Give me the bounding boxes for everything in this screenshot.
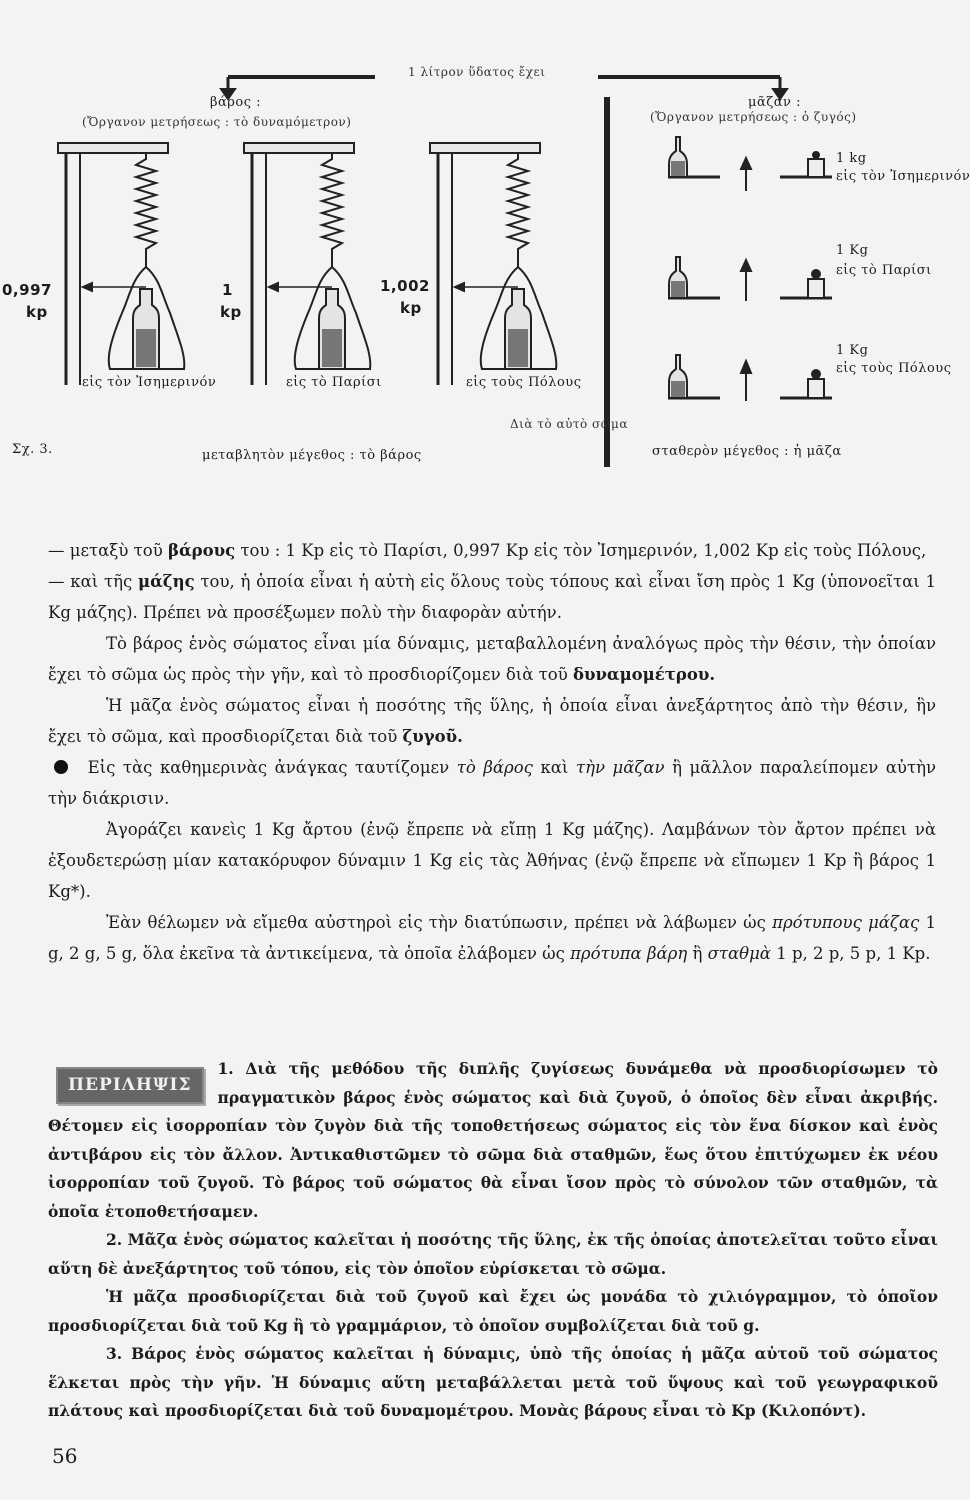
paragraph-mass-values: — καὶ τῆς μάζης του, ἡ ὁποία εἶναι ἡ αὐτὴ εἰς ὅλους τοὺς τόπους καὶ εἶναι ἴση πρὸς 1 Kg (ὑπονοεῖται 1 Kg μάζης). Πρέπει νὰ προσέξωμεν πολὺ τὴν διαφορὰν αὐτήν. bbox=[48, 572, 937, 622]
balance-mass-paris: 1 Kg bbox=[836, 243, 869, 258]
summary-item-2b: Ἡ μᾶζα προσδιορίζεται διὰ τοῦ ζυγοῦ καὶ ἔχει ὡς μονάδα τὸ χιλιόγραμμον, τὸ ὁποῖον προσδιορίζεται διὰ τοῦ Kg ἢ τὸ γραμμάριον, τὸ ὁποῖον συμβολίζεται διὰ τοῦ g. bbox=[48, 1287, 938, 1335]
figure-top-caption: 1 λίτρον ὕδατος ἔχει bbox=[408, 65, 546, 79]
paragraph-daily-usage: Εἰς τὰς καθημερινὰς ἀνάγκας ταυτίζομεν τὸ βάρος καὶ τὴν μᾶζαν ἢ μᾶλλον παραλείπομεν αὐτὴν τὴν διάκρισιν. bbox=[48, 758, 937, 808]
constant-caption: σταθερὸν μέγεθος : ἡ μᾶζα bbox=[652, 444, 842, 459]
figure-label: Σχ. 3. bbox=[12, 442, 53, 457]
spring-balance-equator bbox=[58, 143, 184, 385]
spring-location-poles: εἰς τοὺς Πόλους bbox=[466, 375, 582, 390]
reading-poles-unit: kp bbox=[400, 299, 422, 317]
balance-poles bbox=[668, 355, 832, 401]
balance-location-poles: εἰς τοὺς Πόλους bbox=[836, 361, 952, 376]
summary-item-1: 1. Διὰ τῆς μεθόδου τῆς διπλῆς ζυγίσεως δυνάμεθα νὰ προσδιορίσωμεν τὸ πραγματικὸν βάρος ἑνὸς σώματος καὶ διὰ ζυγοῦ, ὁ ὁποῖος δὲν εἶναι ἀκριβής. Θέτομεν εἰς ἰσορροπίαν τὸν ζυγὸν διὰ τῆς τοποθετήσεως σώματος εἰς τὸν ἕνα δίσκον καὶ ἑνὸς ἀντιβάρου εἰς τὸν ἄλλον. Ἀντικαθιστῶμεν τὸ σῶμα διὰ σταθμῶν, ἕως ὅτου ἐπιτύχωμεν ἐκ νέου ἰσορροπίαν τοῦ ζυγοῦ. Τὸ βάρος τοῦ σώματος θὰ εἶναι ἴσον πρὸς τὸ σύνολον τῶν σταθμῶν, τὰ ὁποῖα ἐτοποθετήσαμεν. bbox=[48, 1059, 938, 1221]
paragraph-mass-definition: Ἡ μᾶζα ἑνὸς σώματος εἶναι ἡ ποσότης τῆς ὕλης, ἡ ὁποία εἶναι ἀνεξάρτητος ἀπὸ τὴν θέσιν, ἣν ἔχει τὸ σῶμα, καὶ προσδιορίζεται διὰ τοῦ ζυγοῦ. bbox=[48, 696, 936, 746]
summary-section bbox=[48, 1055, 938, 1426]
spring-balance-poles bbox=[430, 143, 556, 385]
right-header: μᾶζαν : bbox=[748, 95, 801, 110]
page-number: 56 bbox=[52, 1444, 78, 1468]
summary-item-2: 2. Μᾶζα ἑνὸς σώματος καλεῖται ἡ ποσότης τῆς ὕλης, ἐκ τῆς ὁποίας ἀποτελεῖται τοῦτο εἶναι αὕτη δὲ ἀνεξάρτητος τοῦ τόπου, εἰς τὸν ὁποῖον εὑρίσκεται τὸ σῶμα. bbox=[48, 1230, 938, 1278]
balance-location-paris: εἰς τὸ Παρίσι bbox=[836, 263, 932, 278]
reading-paris-unit: kp bbox=[220, 303, 242, 321]
reading-poles-number: 1,002 bbox=[380, 277, 430, 295]
bullet-icon bbox=[54, 760, 68, 774]
spring-location-paris: εἰς τὸ Παρίσι bbox=[286, 375, 382, 390]
paragraph-standards: Ἐὰν θέλωμεν νὰ εἴμεθα αὐστηροὶ εἰς τὴν διατύπωσιν, πρέπει νὰ λάβωμεν ὡς πρότυπους μάζας 1 g, 2 g, 5 g, ὅλα ἐκεῖνα τὰ ἀντικείμενα, τὰ ὁποῖα ἐλάβομεν ὡς πρότυπα βάρη ἢ σταθμὰ 1 p, 2 p, 5 p, 1 Kp. bbox=[48, 913, 937, 963]
reading-paris-number: 1 bbox=[222, 281, 233, 299]
reading-equator-unit: kp bbox=[26, 303, 48, 321]
balance-location-equator: εἰς τὸν Ἰσημερινόν bbox=[836, 169, 970, 184]
paragraph-weight-definition: Τὸ βάρος ἑνὸς σώματος εἶναι μία δύναμις, μεταβαλλομένη ἀναλόγως πρὸς τὴν θέσιν, τὴν ὁποίαν ἔχει τὸ σῶμα ὡς πρὸς τὴν γῆν, καὶ τὸ προσδιορίζομεν διὰ τοῦ δυναμομέτρου. bbox=[48, 634, 936, 684]
reading-equator-number: 0,997 bbox=[2, 281, 52, 299]
summary-item-3: 3. Βάρος ἑνὸς σώματος καλεῖται ἡ δύναμις, ὑπὸ τῆς ὁποίας ἡ μᾶζα αὐτοῦ τοῦ σώματος ἕλκεται πρὸς τὴν γῆν. Ἡ δύναμις αὕτη μεταβάλλεται μετὰ τοῦ ὕψους καὶ τοῦ γεωγραφικοῦ πλάτους καὶ προσδιορίζεται διὰ τοῦ δυναμομέτρου. Μονὰς βάρους εἶναι τὸ Kp (Κιλοπόντ). bbox=[48, 1344, 938, 1420]
body-text bbox=[48, 535, 936, 969]
figure-weight-vs-mass bbox=[0, 55, 970, 475]
paragraph-weight-values: — μεταξὺ τοῦ βάρους του : 1 Kp εἰς τὸ Παρίσι, 0,997 Kp εἰς τὸν Ἰσημερινόν, 1,002 Kp εἰς τοὺς Πόλους, bbox=[48, 541, 927, 560]
spring-location-equator: εἰς τὸν Ἰσημερινόν bbox=[82, 375, 217, 390]
summary-badge: ΠΕΡΙΛΗΨΙΣ bbox=[56, 1067, 204, 1104]
left-instrument: (Ὄργανον μετρήσεως : τὸ δυναμόμετρον) bbox=[82, 115, 352, 129]
same-body-caption: Διὰ τὸ αὐτὸ σῶμα bbox=[510, 417, 628, 431]
left-header: βάρος : bbox=[210, 95, 262, 110]
variable-caption: μεταβλητὸν μέγεθος : τὸ βάρος bbox=[202, 448, 422, 463]
balance-paris bbox=[668, 257, 832, 301]
paragraph-bread-example: Ἀγοράζει κανεὶς 1 Kg ἄρτου (ἐνῷ ἔπρεπε νὰ εἴπῃ 1 Kg μάζης). Λαμβάνων τὸν ἄρτον πρέπει νὰ ἐξουδετερώσῃ μίαν κατακόρυφον δύναμιν 1 Kg εἰς τὰς Ἀθήνας (ἐνῷ ἔπρεπε νὰ εἴπωμεν 1 Kp ἢ βάρος 1 Kg*). bbox=[48, 820, 936, 901]
balance-mass-equator: 1 kg bbox=[836, 151, 867, 166]
balance-equator bbox=[668, 137, 832, 191]
right-instrument: (Ὄργανον μετρήσεως : ὁ ζυγός) bbox=[650, 110, 857, 124]
balance-mass-poles: 1 Kg bbox=[836, 343, 869, 358]
spring-balance-paris bbox=[244, 143, 370, 385]
